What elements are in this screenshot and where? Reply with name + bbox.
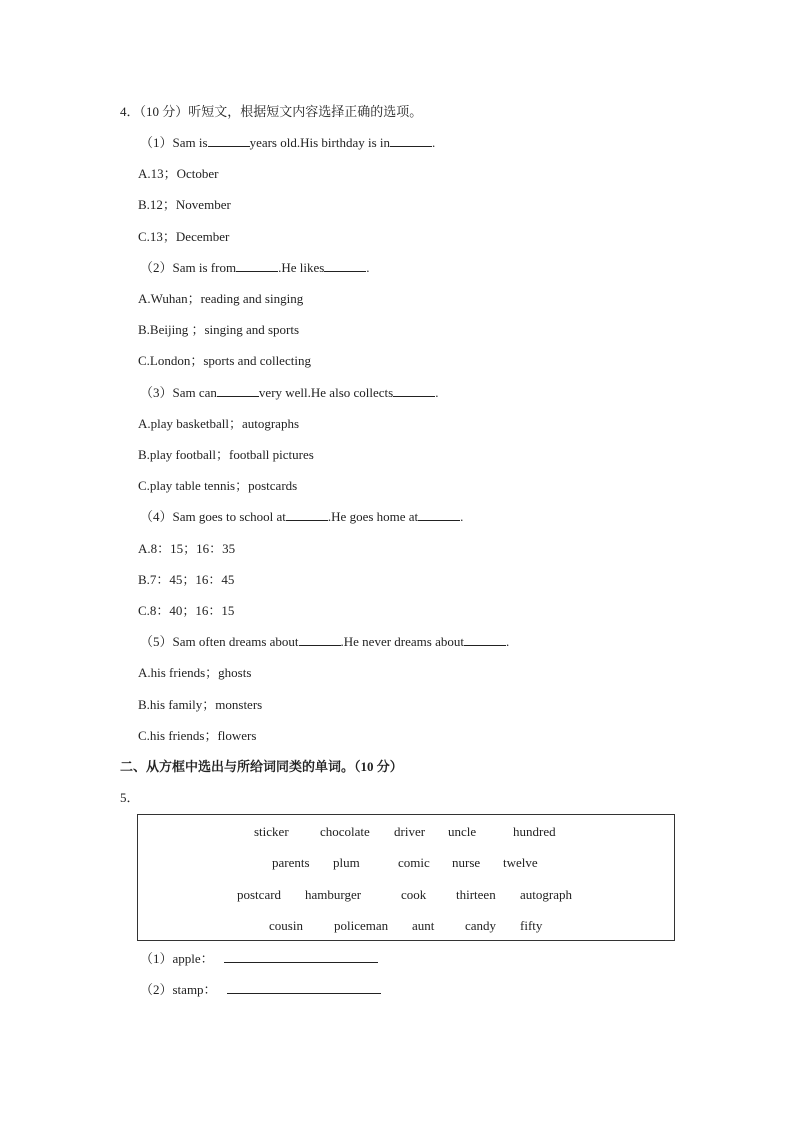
question-5-number: 5． (120, 790, 140, 805)
word: sticker (254, 824, 289, 839)
answer-blank[interactable] (299, 633, 341, 646)
sub-question-3 (140, 384, 438, 402)
sub-question-1 (140, 134, 435, 152)
sub-text: . (366, 260, 370, 275)
sub-text: .He never dreams about (340, 634, 464, 649)
sub-text: very well.He also collects (258, 385, 394, 400)
option[interactable]: A.his friends；ghosts (138, 665, 252, 680)
answer-blank[interactable] (217, 384, 259, 397)
sub-text: Sam is from (172, 260, 237, 275)
sub-label: （1） (140, 135, 173, 150)
option[interactable]: A.play basketball；autographs (138, 416, 300, 431)
answer-line[interactable] (227, 981, 381, 994)
word-box (137, 814, 675, 941)
answer-blank[interactable] (464, 633, 506, 646)
word: thirteen (456, 887, 496, 902)
word: hamburger (305, 887, 362, 902)
word: aunt (412, 918, 435, 933)
sub-text: .He likes (278, 260, 325, 275)
answer-stamp (140, 981, 381, 999)
sub-label: （2） (140, 260, 173, 275)
word: chocolate (320, 824, 370, 839)
sub-text: Sam is (172, 135, 208, 150)
word: twelve (503, 855, 538, 870)
sub-text: Sam can (172, 385, 217, 400)
word: comic (398, 855, 430, 870)
answer-label: （1）apple： (140, 951, 214, 966)
word: hundred (513, 824, 556, 839)
word: policeman (334, 918, 389, 933)
answer-label: （2）stamp： (140, 982, 217, 997)
option[interactable]: B.Beijing ；singing and sports (138, 322, 300, 337)
word: autograph (520, 887, 572, 902)
answer-blank[interactable] (393, 384, 435, 397)
sub-question-2 (140, 259, 370, 277)
word: plum (333, 855, 360, 870)
sub-text: Sam often dreams about (172, 634, 299, 649)
answer-blank[interactable] (286, 508, 328, 521)
sub-text: . (460, 509, 464, 524)
option[interactable]: A.13；October (138, 166, 219, 181)
sub-text: . (505, 634, 510, 649)
answer-blank[interactable] (418, 508, 460, 521)
word: parents (272, 855, 310, 870)
word: candy (465, 918, 497, 933)
option[interactable]: B.play football；football pictures (138, 447, 314, 462)
question-4-title: 4．（10 分）听短文，根据短文内容选择正确的选项。 (120, 104, 423, 119)
sub-question-5 (140, 633, 509, 651)
sub-label: （3） (140, 385, 173, 400)
word: uncle (448, 824, 477, 839)
sub-text: . (432, 135, 436, 150)
answer-apple (140, 950, 378, 968)
word: driver (394, 824, 426, 839)
option[interactable]: C.8：40；16：15 (138, 603, 235, 618)
sub-text: .He goes home at (327, 509, 419, 524)
answer-blank[interactable] (208, 134, 250, 147)
word: cook (401, 887, 427, 902)
option[interactable]: B.12；November (138, 197, 231, 212)
option[interactable]: B.his family；monsters (138, 697, 263, 712)
option[interactable]: C.13；December (138, 229, 230, 244)
sub-text: years old.His birthday is in (249, 135, 391, 150)
option[interactable]: C.play table tennis；postcards (138, 478, 298, 493)
option[interactable]: B.7：45；16：45 (138, 572, 235, 587)
answer-blank[interactable] (236, 259, 278, 272)
option[interactable]: A.8：15；16：35 (138, 541, 236, 556)
answer-blank[interactable] (390, 134, 432, 147)
word: nurse (452, 855, 481, 870)
answer-blank[interactable] (324, 259, 366, 272)
sub-label: （5） (140, 634, 173, 649)
word: postcard (237, 887, 282, 902)
sub-label: （4） (140, 509, 173, 524)
option[interactable]: A.Wuhan；reading and singing (138, 291, 304, 306)
word: cousin (269, 918, 303, 933)
sub-text: Sam goes to school at (172, 509, 286, 524)
sub-text: . (435, 385, 439, 400)
option[interactable]: C.his friends；flowers (138, 728, 257, 743)
option[interactable]: C.London；sports and collecting (138, 353, 311, 368)
word: fifty (520, 918, 543, 933)
sub-question-4 (140, 508, 463, 526)
section-heading: 二、从方框中选出与所给词同类的单词。（10 分） (120, 759, 403, 774)
answer-line[interactable] (224, 950, 378, 963)
